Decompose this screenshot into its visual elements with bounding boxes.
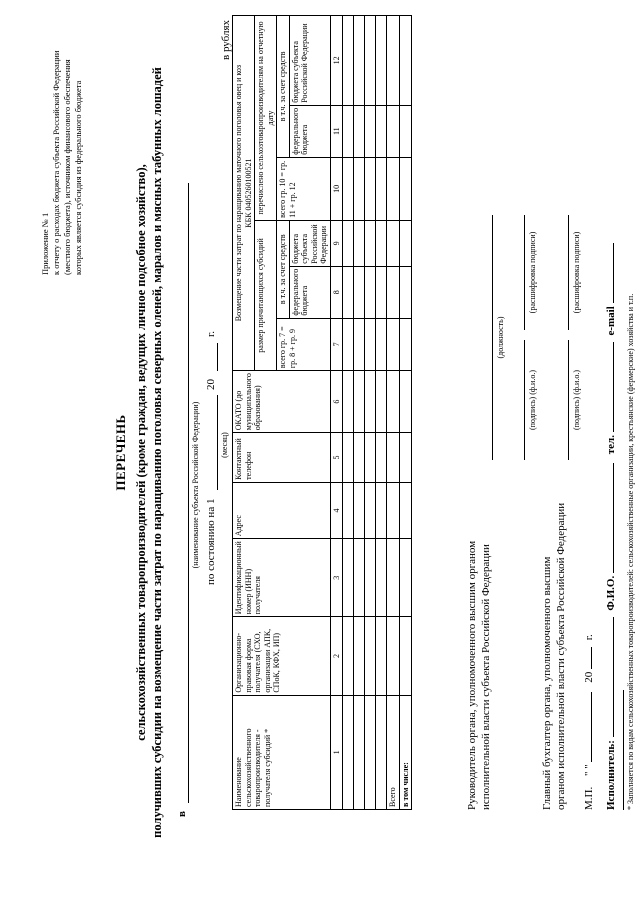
head-sign-field [524, 340, 525, 460]
kbk-code: КБК 0405260100521 [243, 158, 253, 228]
annex-line: к отчету о расходах бюджета субъекта Российской Федерации [51, 50, 61, 275]
column-number: 4 [330, 482, 343, 538]
position-field [492, 215, 493, 460]
column-number: 12 [330, 16, 343, 106]
year-field [591, 647, 592, 669]
annex-line: которых является субсидия из федерального бюджета [73, 80, 83, 275]
subsidy-table [232, 15, 412, 810]
sign-caption: (подпись) (ф.и.о.) [572, 370, 581, 431]
month-field [217, 395, 218, 490]
column-number: 5 [330, 433, 343, 483]
col-header-recipient: Наименование сельскохозяйственного товаропроизводителя - получателя субсидий * [233, 695, 331, 809]
annex-line: Приложение № 1 [40, 212, 50, 275]
email-label: e-mail [605, 306, 617, 336]
col-header-federal: федерального бюджета [289, 266, 330, 318]
decode-caption: (расшифровка подписи) [528, 231, 537, 314]
region-caption: (наименование субъекта Российской Федерации) [191, 401, 200, 569]
tel-field [613, 342, 614, 432]
year-field [217, 343, 218, 371]
accountant-title-line: органом исполнительной власти субъекта Российской Федерации [555, 502, 567, 810]
column-number: 8 [330, 266, 343, 318]
executor-line [604, 210, 618, 810]
table-row [354, 16, 365, 810]
date-field [591, 692, 592, 762]
col-header-regional-paid: бюджета субъекта Российской Федерации [289, 16, 330, 106]
total-row [387, 16, 400, 810]
column-number: 7 [330, 318, 343, 371]
accountant-signature-block [540, 503, 568, 810]
column-number: 3 [330, 539, 343, 617]
including-row [399, 16, 412, 810]
col-header-phone: Контактный телефон [233, 433, 331, 483]
month-caption: (месяц) [220, 432, 229, 458]
accountant-sign-field [568, 340, 569, 460]
incl-header: в т.ч. за счет средств [277, 220, 290, 318]
fio-label: Ф.И.О. [605, 575, 617, 611]
table-row [343, 16, 354, 810]
head-title-line: Руководитель органа, уполномоченного высшим органом [466, 540, 478, 810]
executor-field [613, 617, 614, 737]
footnote: * Заполняется по видам сельскохозяйственных товаропроизводителей: сельскохозяйственные организации, крестьянские (фермерские) хозяйства и т.п. [626, 293, 635, 810]
col-header-regional: бюджета субъекта Российской Федерации [289, 220, 330, 266]
position-caption: (должность) [496, 316, 505, 359]
document-subtitle [133, 20, 165, 885]
in-prefix: в [176, 811, 188, 817]
year-suffix: г. [583, 634, 595, 641]
column-number: 11 [330, 105, 343, 157]
column-number: 10 [330, 157, 343, 220]
units-label: в рублях [220, 19, 232, 60]
date-quote: " " [583, 764, 595, 777]
paid-header: перечислено сельхозтоваропроизводителям на отчетную дату [255, 16, 277, 221]
subtitle-line: получивших субсидии на возмещение части затрат по наращиванию поголовья северных оленей, маралов и мясных табунных лошадей [150, 67, 164, 838]
col-header-total-paid: всего гр. 10 = гр. 11 + гр. 12 [277, 157, 331, 220]
col-header-federal-paid: федерального бюджета [289, 105, 330, 157]
head-signature-block [465, 541, 493, 810]
col-header-inn: Идентификационный номер (ИНН) получателя [233, 539, 331, 617]
stamp-label: М.П. [583, 786, 595, 810]
stamp-date-line [582, 510, 596, 810]
document-title: ПЕРЕЧЕНЬ [113, 414, 128, 491]
footnote-rule [623, 690, 624, 810]
total-label: Всего [387, 695, 400, 809]
accountant-decode-field [568, 215, 569, 330]
sign-caption: (подпись) (ф.и.о.) [528, 370, 537, 431]
col-header-legal-form: Организационно-правовая форма получателя (СХО, организации АПК, СПоК, КФХ, ИП) [233, 617, 331, 695]
head-decode-field [524, 215, 525, 330]
col-header-total-size: всего гр. 7 = гр. 8 + гр. 9 [277, 318, 331, 371]
incl-header-2: в т.ч. за счет средств [277, 16, 290, 158]
column-numbers-row [330, 16, 343, 810]
group-header [233, 16, 255, 371]
executor-label: Исполнитель: [605, 740, 617, 810]
column-number: 6 [330, 371, 343, 433]
year-suffix: г. [205, 330, 217, 337]
year-prefix: 20 [205, 379, 217, 390]
head-title-line: исполнительной власти субъекта Российской Федерации [480, 544, 492, 810]
size-header: размер причитающихся субсидий [255, 220, 277, 370]
subtitle-line: сельскохозяйственных товаропроизводителей (кроме граждан, ведущих личное подсобное хозяйство), [134, 164, 148, 741]
including-label: в том числе: [399, 695, 412, 809]
email-field [613, 243, 614, 303]
tel-label: тел. [605, 435, 617, 455]
accountant-title-line: Главный бухгалтер органа, уполномоченного высшим [541, 556, 553, 810]
as-of-label: по состоянию на 1 [205, 498, 217, 585]
column-number: 9 [330, 220, 343, 266]
decode-caption: (расшифровка подписи) [572, 231, 581, 314]
table-row [376, 16, 387, 810]
region-field [188, 183, 189, 803]
group-title: Возмещение части затрат по наращиванию маточного поголовья овец и коз [234, 64, 243, 322]
fio-field [613, 463, 614, 573]
annex-block [40, 15, 84, 275]
year-label: 20 [583, 671, 595, 683]
col-header-address: Адрес [233, 482, 331, 538]
annex-line: (местного бюджета), источником финансового обеспечения [62, 59, 72, 275]
column-number: 2 [330, 617, 343, 695]
col-header-okato: ОКАТО (до муниципального образования) [233, 371, 331, 433]
column-number: 1 [330, 695, 343, 809]
table-row [365, 16, 376, 810]
